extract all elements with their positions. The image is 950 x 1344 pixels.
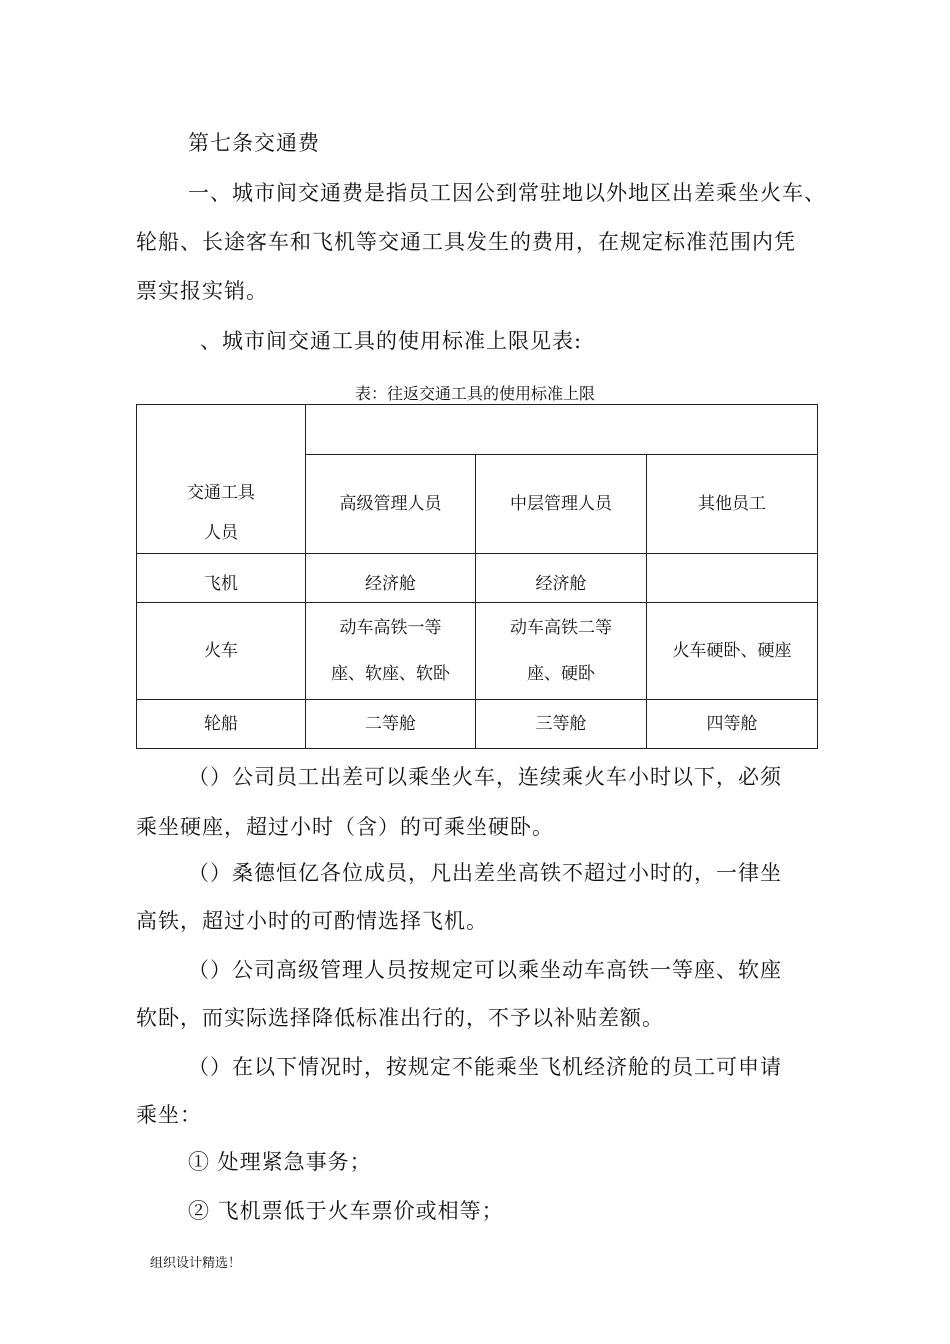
row-label: 飞机	[137, 554, 306, 603]
table-row	[137, 554, 818, 603]
paragraph-line: 、城市间交通工具的使用标准上限见表:	[200, 329, 583, 353]
table-cell	[306, 603, 476, 700]
transport-standard-table	[136, 404, 818, 749]
item-line: （）公司员工出差可以乘坐火车，连续乘火车小时以下，必须	[188, 765, 782, 789]
header-span-cell	[306, 405, 818, 455]
header-cell: 高级管理人员	[306, 455, 476, 554]
cell-line: 动车高铁二等	[510, 618, 612, 638]
item-line: （）公司高级管理人员按规定可以乘坐动车高铁一等座、软座	[188, 958, 782, 982]
table-cell: 火车硬卧、硬座	[647, 603, 818, 700]
item-line: 乘坐硬座，超过小时（含）的可乘坐硬卧。	[136, 815, 554, 839]
cell-line: 座、软座、软卧	[331, 664, 450, 684]
table-cell: 二等舱	[306, 700, 476, 749]
row-label: 轮船	[137, 700, 306, 749]
row-label: 火车	[137, 603, 306, 700]
table-row	[137, 700, 818, 749]
table-cell: 经济舱	[306, 554, 476, 603]
item-line: 乘坐：	[136, 1103, 202, 1127]
table-row	[137, 603, 818, 700]
sub-item: ① 处理紧急事务；	[188, 1150, 372, 1174]
cell-line: 动车高铁一等	[339, 618, 442, 638]
cell-line: 座、硬卧	[527, 664, 595, 684]
item-line: （）桑德恒亿各位成员，凡出差坐高铁不超过小时的，一律坐	[188, 861, 782, 885]
item-line: 高铁，超过小时的可酌情选择飞机。	[136, 909, 488, 933]
sub-item: ② 飞机票低于火车票价或相等；	[188, 1199, 504, 1223]
table-caption: 表：往返交通工具的使用标准上限	[354, 384, 595, 403]
table-corner-cell	[137, 405, 306, 554]
section-heading: 第七条交通费	[188, 131, 320, 155]
corner-bottom-label: 人员	[204, 523, 238, 543]
corner-top-label: 交通工具	[187, 483, 255, 503]
paragraph-line: 轮船、长途客车和飞机等交通工具发生的费用，在规定标准范围内凭	[136, 230, 796, 254]
table-cell: 三等舱	[476, 700, 647, 749]
paragraph-line: 票实报实销。	[136, 279, 268, 303]
paragraph-line: 一、城市间交通费是指员工因公到常驻地以外地区出差乘坐火车、	[188, 181, 826, 205]
page-footer: 组织设计精选！	[150, 1256, 242, 1271]
table-cell	[647, 554, 818, 603]
item-line: （）在以下情况时，按规定不能乘坐飞机经济舱的员工可申请	[188, 1055, 782, 1079]
table-cell	[476, 603, 647, 700]
item-line: 软卧，而实际选择降低标准出行的，不予以补贴差额。	[136, 1006, 664, 1030]
table-cell: 经济舱	[476, 554, 647, 603]
header-cell: 其他员工	[647, 455, 818, 554]
table-cell: 四等舱	[647, 700, 818, 749]
header-cell: 中层管理人员	[476, 455, 647, 554]
